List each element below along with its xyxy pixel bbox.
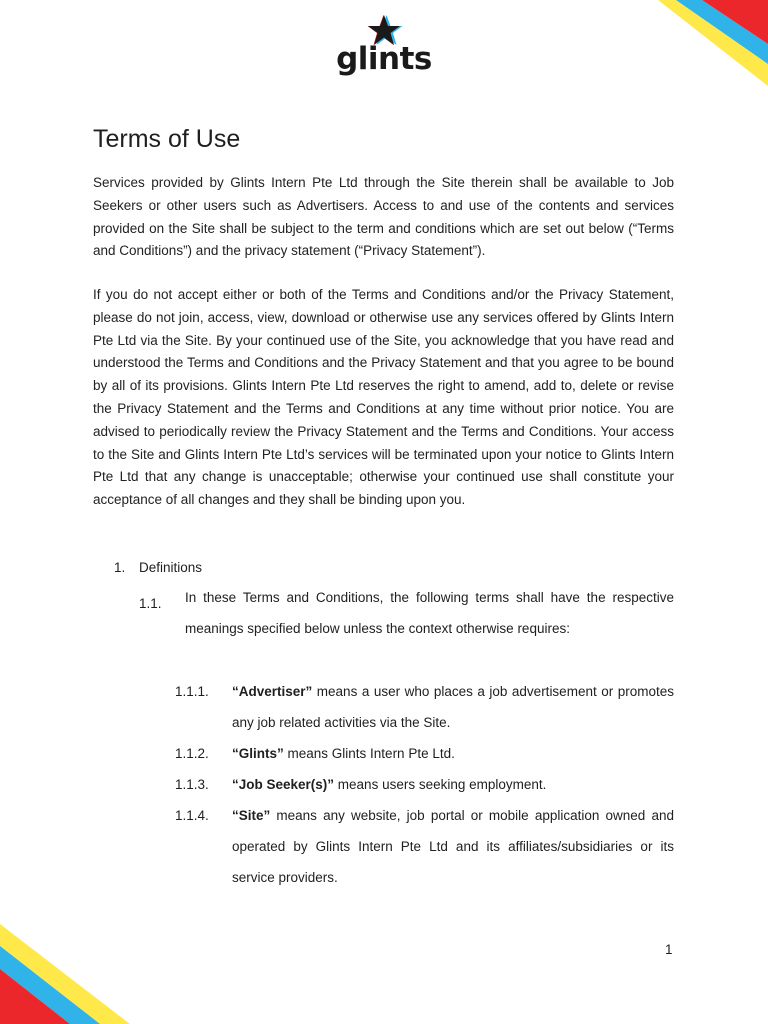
corner-stripes-bottom-left xyxy=(0,924,130,1024)
definition-number: 1.1.3. xyxy=(175,777,209,792)
section-title: Definitions xyxy=(139,560,203,575)
definition-item xyxy=(232,676,674,738)
page-number: 1 xyxy=(665,942,673,957)
intro-paragraph: Services provided by Glints Intern Pte Ltd through the Site therein shall be available to Job Seekers or other users such as Advertisers. Access to and use of the contents and services provided on the Site shall be subject to the term and conditions which are set out below (“Terms and Conditions”) and the privacy statement (“Privacy Statement”). xyxy=(93,175,674,259)
definition-term: “Job Seeker(s)” xyxy=(232,777,335,792)
definition-number: 1.1.1. xyxy=(175,684,209,699)
definition-text: means any website, job portal or mobile application owned and operated by Glints Intern Pte Ltd and its affiliates/subsidiaries or its service providers. xyxy=(232,808,674,885)
acceptance-paragraph: If you do not accept either or both of the Terms and Conditions and/or the Privacy Statement, please do not join, access, view, download or otherwise use any services offered by Glints Intern Pte Ltd via the Site. By your continued use of the Site, you acknowledge that you have read and understood the Terms and Conditions and the Privacy Statement and that you agree to be bound by all of its provisions. Glints Intern Pte Ltd reserves the right to amend, add to, delete or revise the Privacy Statement and the Terms and Conditions at any time without prior notice. You are advised to periodically review the Privacy Statement and the Terms and Conditions. Your access to the Site and Glints Intern Pte Ltd’s services will be terminated upon your notice to Glints Intern Pte Ltd that any change is unacceptable; otherwise your continued use shall constitute your acceptance of all changes and they shall be binding upon you. xyxy=(93,287,674,508)
subsection-number: 1.1. xyxy=(139,596,162,611)
definition-term: “Advertiser” xyxy=(232,684,313,699)
logo-wordmark: glints xyxy=(336,41,432,77)
page-title: Terms of Use xyxy=(93,125,241,153)
definition-number: 1.1.2. xyxy=(175,746,209,761)
subsection-text: In these Terms and Conditions, the following terms shall have the respective meanings specified below unless the context otherwise requires: xyxy=(185,590,674,636)
glints-logo xyxy=(0,12,768,76)
section-number: 1. xyxy=(114,560,126,575)
definition-number: 1.1.4. xyxy=(175,808,209,823)
definition-text: means Glints Intern Pte Ltd. xyxy=(283,746,455,761)
definition-item xyxy=(232,800,674,893)
definition-text: means a user who places a job advertisement or promotes any job related activities via the Site. xyxy=(232,684,674,730)
definition-term: “Glints” xyxy=(232,746,284,761)
definition-item xyxy=(232,738,674,769)
definition-term: “Site” xyxy=(232,808,271,823)
definition-text: means users seeking employment. xyxy=(334,777,547,792)
definition-item xyxy=(232,769,674,800)
